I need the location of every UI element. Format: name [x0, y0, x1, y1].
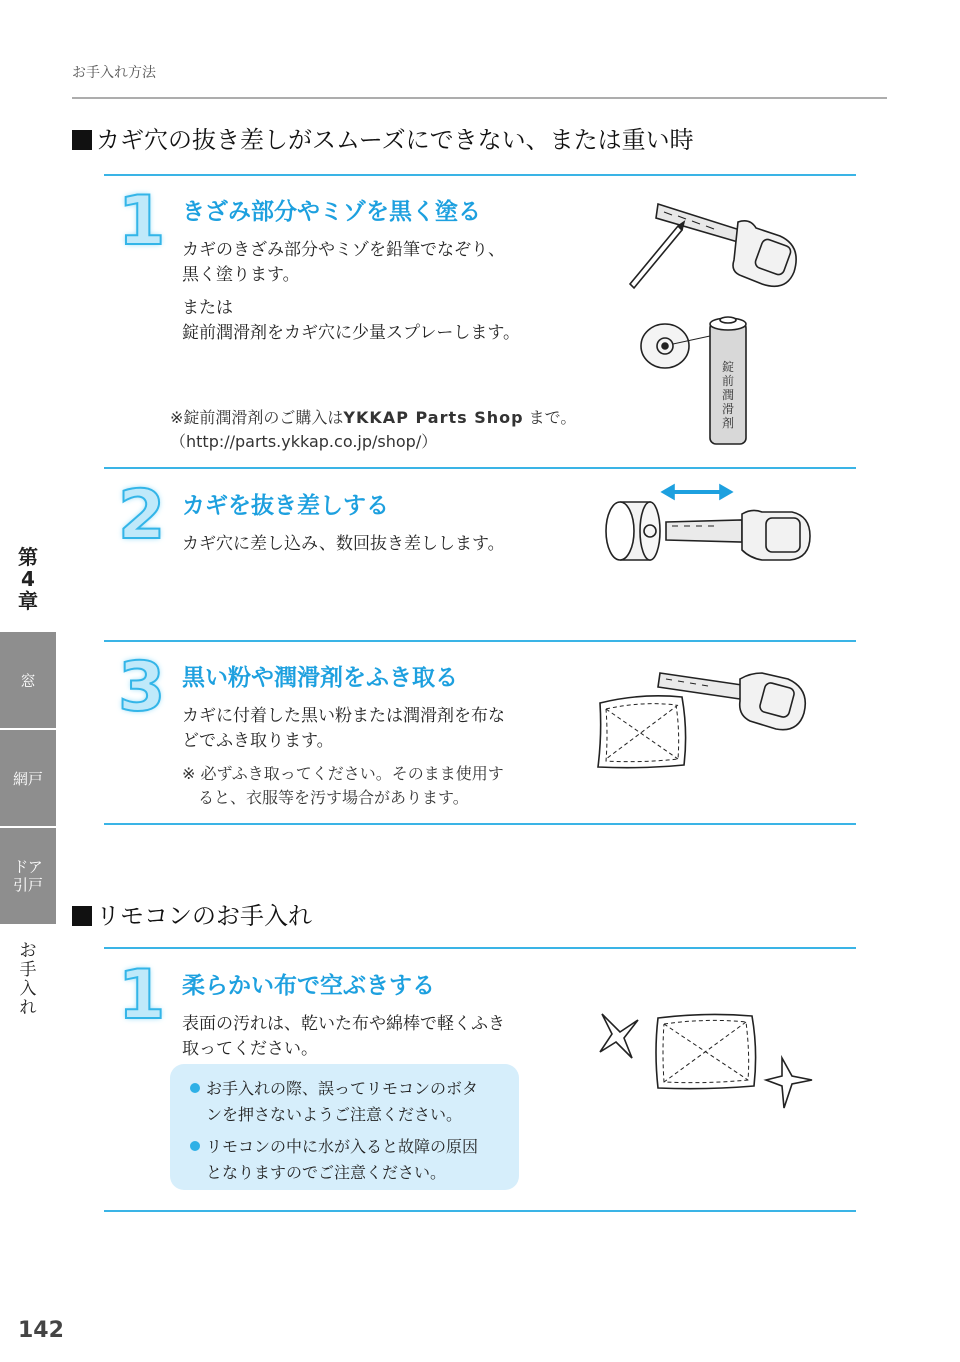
body-line: 取ってください。: [182, 1039, 318, 1059]
section-title: [72, 896, 312, 931]
lock-cylinder-spray-illustration: [635, 310, 765, 450]
tip-line: となりますのでご注意ください。: [206, 1163, 447, 1182]
tab-label: れ: [19, 998, 37, 1018]
body-line: 黒く塗ります。: [182, 265, 300, 285]
step-body: [182, 1012, 505, 1062]
body-line: カギに付着した黒い粉または潤滑剤を布な: [182, 706, 505, 726]
body-line: 表面の汚れは、乾いた布や綿棒で軽くふき: [182, 1014, 505, 1034]
caution-note: [182, 762, 504, 810]
note-suffix: まで。: [523, 408, 577, 427]
step-number: 1: [118, 956, 166, 1035]
shop-name: YKKAP Parts Shop: [343, 408, 524, 427]
chapter-line: 第: [18, 545, 38, 569]
section-divider: [104, 174, 856, 176]
tab-label: 引戸: [12, 876, 43, 894]
body-line: カギのきざみ部分やミゾを鉛筆でなぞり、: [182, 240, 505, 260]
chapter-line: 章: [18, 589, 38, 613]
note-prefix: ※錠前潤滑剤のご購入は: [170, 408, 344, 427]
purchase-note: [170, 406, 576, 454]
section-divider: [104, 947, 856, 949]
tip-line: リモコンの中に水が入ると故障の原因: [206, 1137, 479, 1156]
cloth-key-illustration: [592, 655, 822, 775]
tab-label: ドア: [13, 858, 43, 876]
section-title: [72, 120, 694, 155]
tab-label: お: [19, 941, 37, 961]
tip-item: [190, 1134, 478, 1186]
section-title-text: リモコンのお手入れ: [96, 902, 312, 930]
square-bullet-icon: [72, 906, 92, 926]
step-alt: [182, 296, 520, 346]
section-end-divider: [104, 1210, 856, 1212]
step-divider: [104, 467, 856, 469]
step-body: [182, 704, 505, 754]
note-line: ※ 必ずふき取ってください。そのまま使用す: [182, 764, 504, 783]
tab-care-current[interactable]: [0, 942, 56, 1018]
tip-line: お手入れの際、誤ってリモコンのボタ: [206, 1079, 479, 1098]
tip-item: [190, 1076, 478, 1128]
bullet-dot-icon: [190, 1083, 200, 1093]
note-line: ると、衣服等を汚す場合があります。: [182, 788, 469, 807]
tab-window[interactable]: [0, 632, 56, 728]
page-header: お手入れ方法: [72, 65, 156, 81]
tab-screen[interactable]: [0, 730, 56, 826]
step-body: [182, 238, 505, 288]
step-title: 柔らかい布で空ぶきする: [182, 973, 435, 999]
tab-door[interactable]: [0, 828, 56, 924]
page-number: 142: [18, 1318, 64, 1343]
step-body: [182, 532, 505, 557]
body-line: カギ穴に差し込み、数回抜き差しします。: [182, 534, 505, 554]
tip-line: ンを押さないようご注意ください。: [206, 1105, 463, 1124]
header-rule: [72, 97, 887, 99]
step-title: カギを抜き差しする: [182, 493, 389, 519]
bullet-dot-icon: [190, 1141, 200, 1151]
square-bullet-icon: [72, 130, 92, 150]
body-line: どでふき取ります。: [182, 731, 334, 751]
tab-label: 網戸: [12, 770, 43, 788]
chapter-label: [0, 546, 56, 612]
step-number: 2: [118, 476, 166, 555]
chapter-line: 4: [21, 567, 35, 591]
section-title-text: カギ穴の抜き差しがスムーズにできない、または重い時: [96, 126, 694, 154]
can-label: 錠前潤滑剤: [722, 360, 735, 430]
tab-label: 窓: [20, 672, 36, 690]
key-pencil-illustration: [620, 192, 800, 302]
step-title: きざみ部分やミゾを黒く塗る: [182, 199, 481, 225]
body-line: または: [182, 298, 233, 318]
tab-label: 手: [19, 960, 37, 980]
step-title: 黒い粉や潤滑剤をふき取る: [182, 665, 458, 691]
step-number: 3: [118, 648, 166, 727]
tab-label: 入: [19, 979, 37, 999]
key-insert-illustration: [600, 482, 820, 572]
step-divider: [104, 640, 856, 642]
body-line: 錠前潤滑剤をカギ穴に少量スプレーします。: [182, 323, 520, 343]
section-end-divider: [104, 823, 856, 825]
shop-url: （http://parts.ykkap.co.jp/shop/）: [170, 432, 438, 451]
step-number: 1: [118, 182, 166, 261]
cloth-sparkle-illustration: [594, 1000, 820, 1118]
